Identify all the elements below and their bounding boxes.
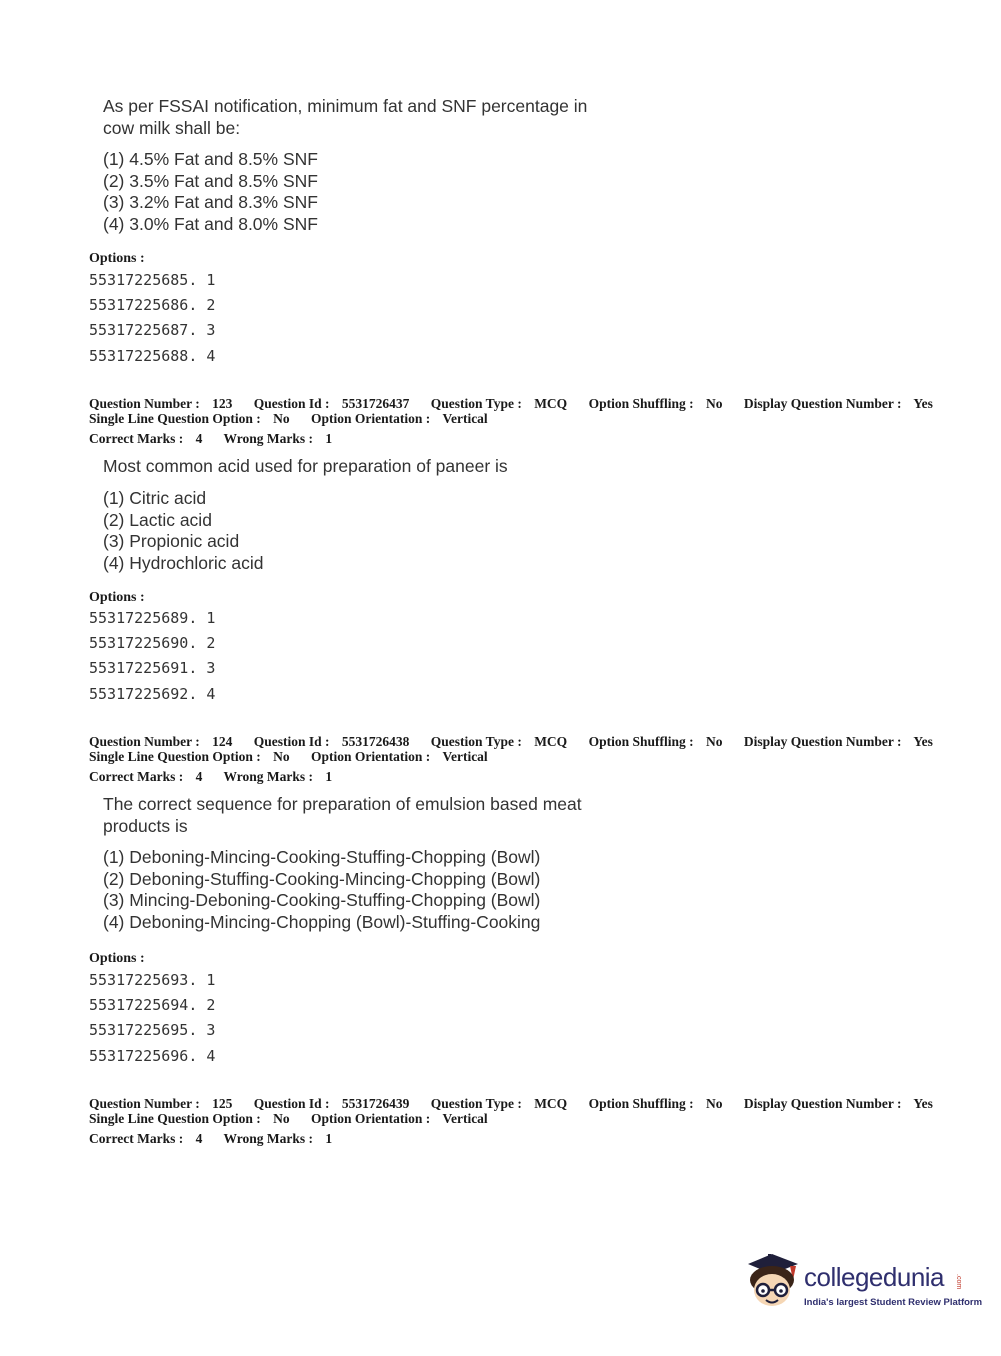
choice: (4) Deboning-Mincing-Chopping (Bowl)-Stuffing-Cooking <box>103 912 541 933</box>
meta-line-1: Question Number : 124 Question Id : 5531726438 Question Type : MCQ Option Shuffling : No Display Question Number : Yes <box>89 734 933 749</box>
question-124-meta <box>89 734 951 784</box>
option-item: 55317225693. 1 <box>89 971 216 989</box>
option-item: 55317225695. 3 <box>89 1021 216 1040</box>
options-heading: Options : <box>89 590 145 605</box>
option-item: 55317225687. 3 <box>89 321 216 340</box>
choice: (1) 4.5% Fat and 8.5% SNF <box>103 149 318 169</box>
choice: (1) Citric acid <box>103 488 207 508</box>
question-123-choices <box>103 488 263 575</box>
question-123-meta <box>89 396 951 446</box>
question-123-options <box>89 606 215 707</box>
meta-line-3: Correct Marks : 4 Wrong Marks : 1 <box>89 1131 333 1146</box>
logo-wordmark: collegedunia <box>804 1262 945 1292</box>
options-heading: Options : <box>89 251 145 266</box>
choice: (2) Lactic acid <box>103 509 212 530</box>
choice: (4) 3.0% Fat and 8.0% SNF <box>103 214 318 235</box>
meta-line-3: Correct Marks : 4 Wrong Marks : 1 <box>89 769 333 784</box>
choice: (3) 3.2% Fat and 8.3% SNF <box>103 192 318 213</box>
option-item: 55317225685. 1 <box>89 271 216 289</box>
mascot-icon <box>742 1250 802 1314</box>
meta-line-2: Single Line Question Option : No Option Orientation : Vertical <box>89 749 488 764</box>
option-item: 55317225691. 3 <box>89 659 216 678</box>
choice: (3) Propionic acid <box>103 531 240 552</box>
choice: (2) Deboning-Stuffing-Cooking-Mincing-Chopping (Bowl) <box>103 868 541 889</box>
choice: (1) Deboning-Mincing-Cooking-Stuffing-Chopping (Bowl) <box>103 847 541 867</box>
question-124-options <box>89 968 215 1069</box>
question-122-choices <box>103 149 318 236</box>
question-124-stem: The correct sequence for preparation of emulsion based meat products is <box>103 794 582 836</box>
logo-suffix: .com <box>955 1274 962 1290</box>
question-125-meta <box>89 1096 951 1146</box>
question-122-stem: As per FSSAI notification, minimum fat and SNF percentage in cow milk shall be: <box>103 96 588 138</box>
option-item: 55317225694. 2 <box>89 996 216 1015</box>
option-item: 55317225690. 2 <box>89 634 216 653</box>
option-item: 55317225686. 2 <box>89 296 216 315</box>
choice: (4) Hydrochloric acid <box>103 553 264 574</box>
option-item: 55317225692. 4 <box>89 684 216 703</box>
choice: (3) Mincing-Deboning-Cooking-Stuffing-Chopping (Bowl) <box>103 890 541 911</box>
option-item: 55317225689. 1 <box>89 609 216 627</box>
choice: (2) 3.5% Fat and 8.5% SNF <box>103 170 318 191</box>
meta-line-2: Single Line Question Option : No Option Orientation : Vertical <box>89 411 488 426</box>
collegedunia-logo <box>742 1250 983 1320</box>
meta-line-1: Question Number : 125 Question Id : 5531726439 Question Type : MCQ Option Shuffling : No Display Question Number : Yes <box>89 1096 933 1111</box>
logo-tagline: India's largest Student Review Platform <box>804 1297 983 1308</box>
meta-line-3: Correct Marks : 4 Wrong Marks : 1 <box>89 431 333 446</box>
options-heading: Options : <box>89 951 145 966</box>
question-122-options <box>89 268 215 369</box>
option-item: 55317225696. 4 <box>89 1046 216 1065</box>
question-124-choices <box>103 847 540 934</box>
question-123-stem: Most common acid used for preparation of paneer is <box>103 456 508 476</box>
meta-line-1: Question Number : 123 Question Id : 5531726437 Question Type : MCQ Option Shuffling : No Display Question Number : Yes <box>89 396 933 411</box>
option-item: 55317225688. 4 <box>89 346 216 365</box>
meta-line-2: Single Line Question Option : No Option Orientation : Vertical <box>89 1111 488 1126</box>
